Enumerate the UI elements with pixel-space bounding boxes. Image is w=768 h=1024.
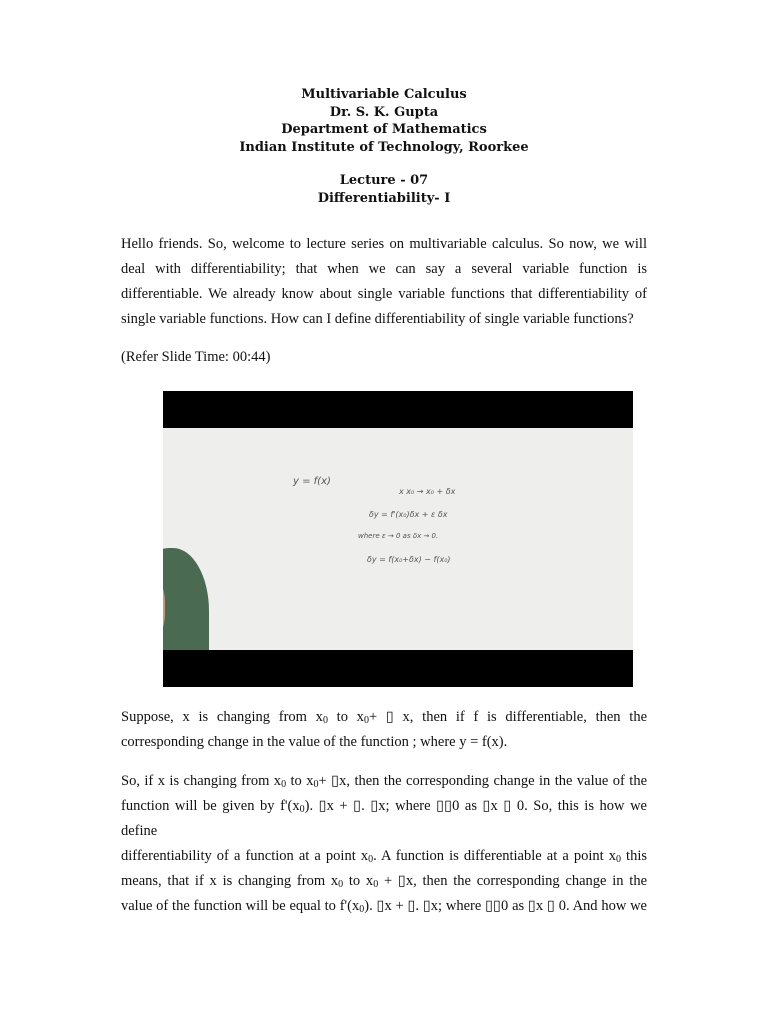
- intro-paragraph: [121, 232, 647, 332]
- institute-name: Indian Institute of Technology, Roorkee: [239, 139, 529, 155]
- paragraph-line: means, that if x is changing from $x_0$ to $x_0$ + ▯x, then the corresponding change in the: [121, 873, 648, 890]
- instructor-name: Dr. S. K. Gupta: [329, 104, 439, 120]
- board-eq: δy = f'(x₀)δx + ε δx: [369, 510, 448, 519]
- paragraph-line: corresponding change in the value of the function ; where y = f(x).: [121, 734, 508, 750]
- board-eq: y = f(x): [293, 476, 331, 487]
- intro-line: Hello friends. So, welcome to lecture series on multivariable calculus. So now, we will: [121, 236, 647, 252]
- paragraph-2: [121, 705, 647, 755]
- refer-slide-time: (Refer Slide Time: 00:44): [121, 349, 271, 365]
- board-eq: δy = f(x₀+δx) − f(x₀): [367, 555, 451, 564]
- document-header: [0, 86, 768, 207]
- intro-line: differentiable. We already know about single variable functions that differentiability of: [121, 286, 647, 302]
- paragraph-line: So, if x is changing from $x_0$ to $x_0+$ ▯x, then the corresponding change in the value of the: [121, 773, 648, 790]
- lecture-topic: Differentiability- I: [317, 190, 451, 206]
- paragraph-line: Suppose, x is changing from $x_0$ to $x_0+$ ▯ x, then if f is differentiable, then the: [121, 709, 647, 726]
- course-title: Multivariable Calculus: [301, 87, 467, 102]
- paragraph-line: differentiability of a function at a point $x_0$. A function is differentiable at a point $x_0$ this: [121, 848, 648, 865]
- paragraph-line: value of the function will be equal to $f'(x_0)$. ▯x + ▯. ▯x; where ▯▯0 as ▯x ▯ 0. And how we: [121, 898, 647, 915]
- paragraph-line: function will be given by $f'(x_0)$. ▯x + ▯. ▯x; where ▯▯0 as ▯x ▯ 0. So, this is how we define: [121, 798, 647, 839]
- whiteboard-equations: [163, 428, 633, 650]
- department-name: Department of Mathematics: [281, 122, 487, 137]
- lecture-video-frame: [163, 391, 633, 687]
- lecture-number: Lecture - 07: [339, 173, 429, 188]
- whiteboard-image: [163, 428, 633, 650]
- board-eq: x x₀ → x₀ + δx: [399, 487, 456, 496]
- intro-line: deal with differentiability; that when we can say a several variable function is: [121, 261, 647, 277]
- paragraph-3: [121, 769, 647, 919]
- board-eq: where ε → 0 as δx → 0.: [358, 532, 439, 540]
- intro-line: single variable functions. How can I define differentiability of single variable functions?: [121, 311, 634, 327]
